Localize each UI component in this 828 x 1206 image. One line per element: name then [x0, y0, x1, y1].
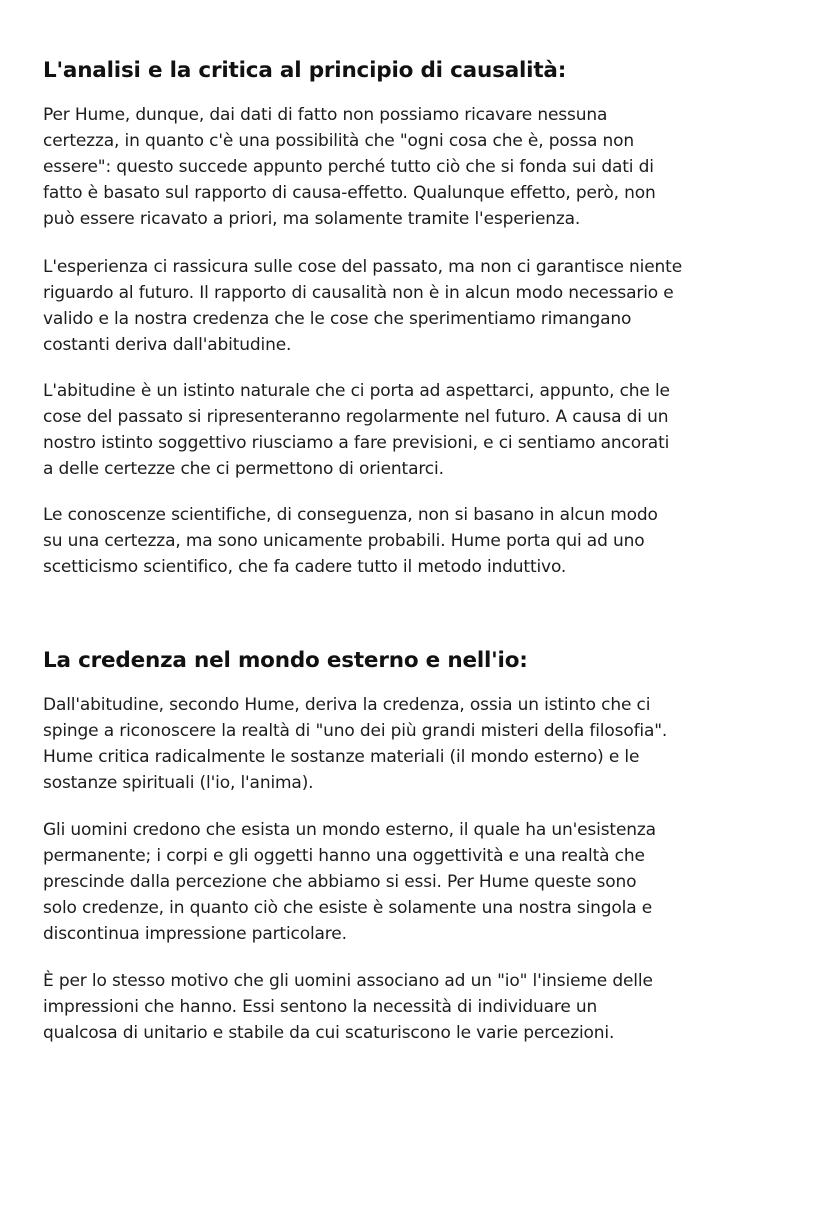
text-line: È per lo stesso motivo che gli uomini associano ad un "io" l'insieme delle [43, 971, 653, 991]
section-title-belief: La credenza nel mondo esterno e nell'io: [43, 648, 528, 673]
text-line: L'esperienza ci rassicura sulle cose del passato, ma non ci garantisce niente [43, 257, 683, 277]
text-line: valido e la nostra credenza che le cose che sperimentiamo rimangano [43, 309, 632, 329]
text-line: certezza, in quanto c'è una possibilità che "ogni cosa che è, possa non [43, 131, 635, 151]
text-line: prescinde dalla percezione che abbiamo si essi. Per Hume queste sono [43, 872, 637, 892]
text-line: scetticismo scientifico, che fa cadere tutto il metodo induttivo. [43, 557, 567, 577]
text-line: L'abitudine è un istinto naturale che ci porta ad aspettarci, appunto, che le [43, 381, 670, 401]
section-title-causality: L'analisi e la critica al principio di causalità: [43, 58, 567, 83]
text-line: a delle certezze che ci permettono di orientarci. [43, 459, 444, 479]
text-line: Hume critica radicalmente le sostanze materiali (il mondo esterno) e le [43, 747, 640, 767]
text-line: cose del passato si ripresenteranno regolarmente nel futuro. A causa di un [43, 407, 669, 427]
paragraph [43, 968, 653, 1046]
paragraph [43, 817, 656, 947]
text-line: sostanze spirituali (l'io, l'anima). [43, 773, 314, 793]
text-line: impressioni che hanno. Essi sentono la necessità di individuare un [43, 997, 598, 1017]
text-line: solo credenze, in quanto ciò che esiste è solamente una nostra singola e [43, 898, 653, 918]
paragraph [43, 254, 682, 358]
text-line: Le conoscenze scientifiche, di conseguenza, non si basano in alcun modo [43, 505, 658, 525]
text-line: essere": questo succede appunto perché tutto ciò che si fonda sui dati di [43, 157, 654, 177]
text-line: permanente; i corpi e gli oggetti hanno una oggettività e una realtà che [43, 846, 645, 866]
text-line: costanti deriva dall'abitudine. [43, 335, 292, 355]
text-line: riguardo al futuro. Il rapporto di causalità non è in alcun modo necessario e [43, 283, 674, 303]
paragraph [43, 102, 656, 232]
paragraph [43, 502, 658, 580]
paragraph [43, 692, 667, 796]
text-line: Gli uomini credono che esista un mondo esterno, il quale ha un'esistenza [43, 820, 656, 840]
text-line: fatto è basato sul rapporto di causa-effetto. Qualunque effetto, però, non [43, 183, 656, 203]
text-line: discontinua impressione particolare. [43, 924, 347, 944]
text-line: Per Hume, dunque, dai dati di fatto non possiamo ricavare nessuna [43, 105, 608, 125]
paragraph [43, 378, 670, 482]
text-line: nostro istinto soggettivo riusciamo a fare previsioni, e ci sentiamo ancorati [43, 433, 670, 453]
text-line: qualcosa di unitario e stabile da cui scaturiscono le varie percezioni. [43, 1023, 615, 1043]
text-line: Dall'abitudine, secondo Hume, deriva la credenza, ossia un istinto che ci [43, 695, 651, 715]
text-line: può essere ricavato a priori, ma solamente tramite l'esperienza. [43, 209, 581, 229]
text-line: spinge a riconoscere la realtà di "uno dei più grandi misteri della filosofia". [43, 721, 668, 741]
text-line: su una certezza, ma sono unicamente probabili. Hume porta qui ad uno [43, 531, 645, 551]
